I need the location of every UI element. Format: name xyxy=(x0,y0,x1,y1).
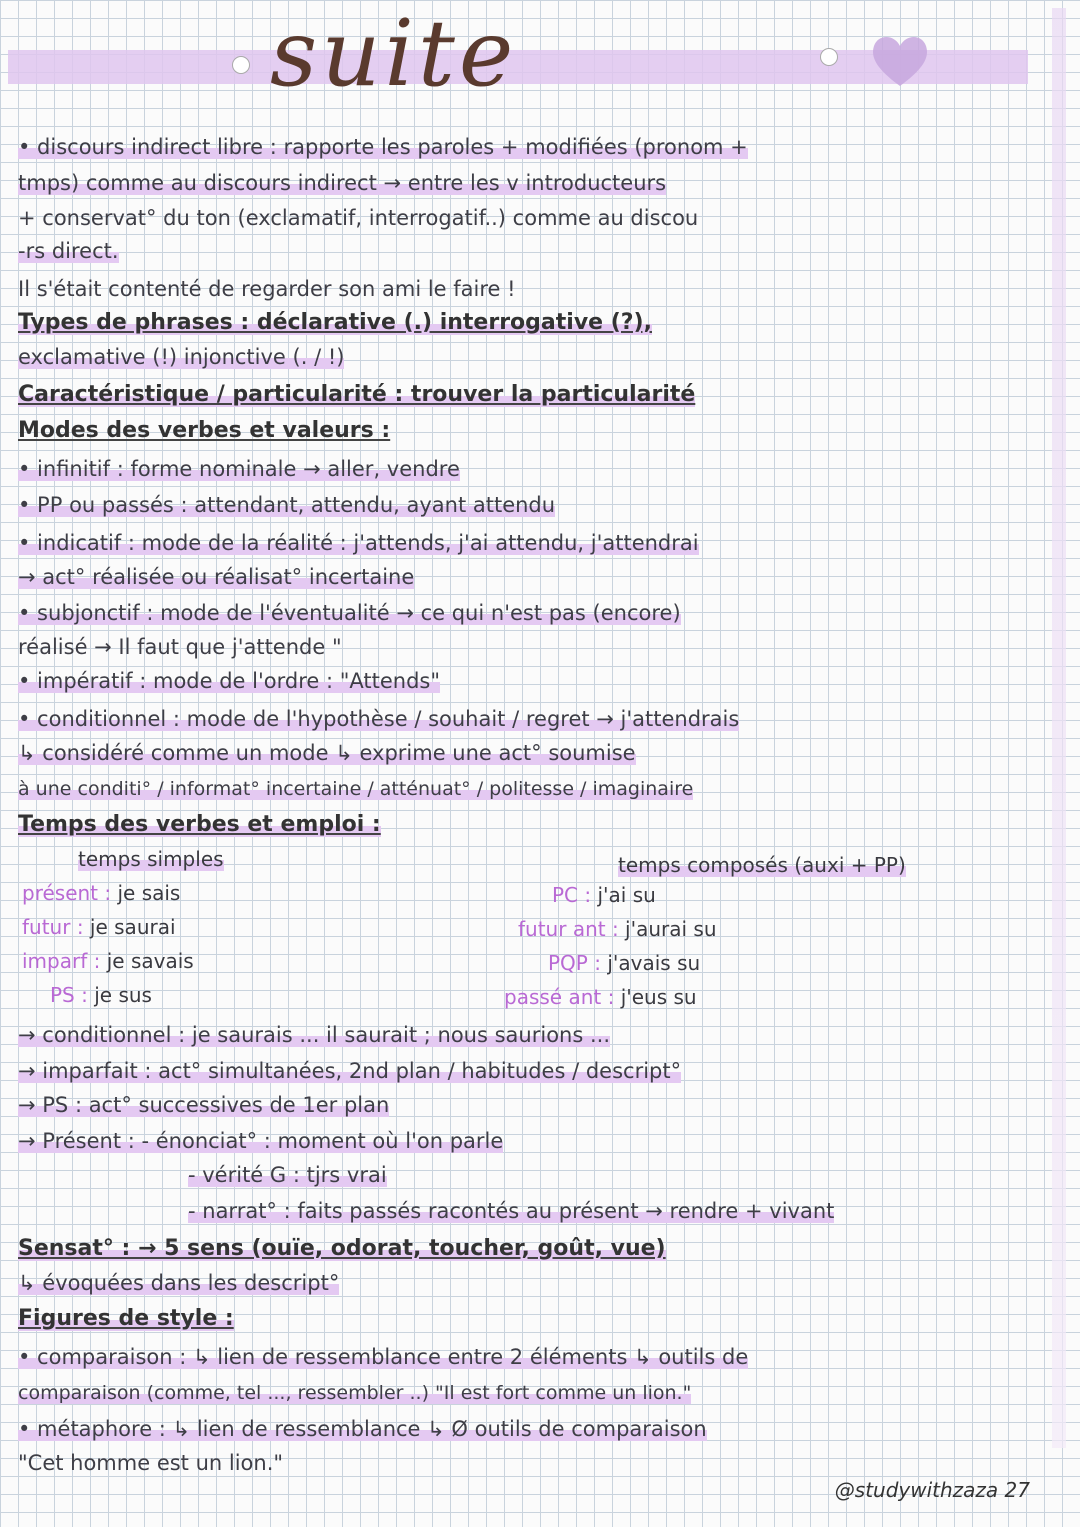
binder-hole-right xyxy=(820,48,838,66)
note-line: - vérité G : tjrs vrai xyxy=(188,1163,387,1187)
note-line: • impératif : mode de l'ordre : "Attends" xyxy=(18,669,440,693)
temps-heading: Temps des verbes et emploi : xyxy=(18,812,381,837)
note-line: comparaison (comme, tel ..., ressembler ..) "Il est fort comme un lion." xyxy=(18,1382,692,1404)
note-line: → act° réalisée ou réalisat° incertaine xyxy=(18,565,415,589)
signature: @studywithzaza 27 xyxy=(834,1478,1030,1502)
note-line: + conservat° du ton (exclamatif, interrogatif..) comme au discou xyxy=(18,206,699,230)
note-line: → Présent : - énonciat° : moment où l'on parle xyxy=(18,1129,504,1153)
note-line: à une conditi° / informat° incertaine / atténuat° / politesse / imaginaire xyxy=(18,778,694,800)
tense-row: futur : je saurai xyxy=(22,915,176,939)
figures-heading: Figures de style : xyxy=(18,1306,234,1331)
binder-hole-left xyxy=(232,56,250,74)
caracteristique-heading: Caractéristique / particularité : trouver la particularité xyxy=(18,382,696,407)
note-line: exclamative (!) injonctive (. / !) xyxy=(18,345,345,369)
note-line: • conditionnel : mode de l'hypothèse / souhait / regret → j'attendrais xyxy=(18,707,740,731)
compound-tenses-header: temps composés (auxi + PP) xyxy=(618,853,906,877)
note-line: • PP ou passés : attendant, attendu, ayant attendu xyxy=(18,493,556,517)
types-phrases-heading: Types de phrases : déclarative (.) interrogative (?), xyxy=(18,310,652,335)
note-line: -rs direct. xyxy=(18,239,119,263)
note-line: tmps) comme au discours indirect → entre les v introducteurs xyxy=(18,171,667,195)
page-edge-highlight xyxy=(1052,8,1066,1448)
note-line: • discours indirect libre : rapporte les paroles + modifiées (pronom + xyxy=(18,135,748,159)
tense-row: PQP : j'avais su xyxy=(548,951,701,975)
page-title: suite xyxy=(270,0,518,107)
note-line: • métaphore : ↳ lien de ressemblance ↳ Ø outils de comparaison xyxy=(18,1417,707,1441)
tense-row: présent : je sais xyxy=(22,881,181,905)
modes-heading: Modes des verbes et valeurs : xyxy=(18,418,391,443)
note-line: • infinitif : forme nominale → aller, vendre xyxy=(18,457,460,481)
note-line: • comparaison : ↳ lien de ressemblance entre 2 éléments ↳ outils de xyxy=(18,1345,749,1369)
note-line: Il s'était contenté de regarder son ami le faire ! xyxy=(18,277,516,301)
note-line: → conditionnel : je saurais ... il saurait ; nous saurions ... xyxy=(18,1023,610,1047)
note-line: → imparfait : act° simultanées, 2nd plan / habitudes / descript° xyxy=(18,1059,682,1083)
note-line: réalisé → Il faut que j'attende " xyxy=(18,635,342,659)
note-line: ↳ évoquées dans les descript° xyxy=(18,1271,340,1295)
note-line: → PS : act° successives de 1er plan xyxy=(18,1093,390,1117)
heart-icon xyxy=(868,30,932,90)
tense-row: imparf : je savais xyxy=(22,949,194,973)
tense-row: PS : je sus xyxy=(50,983,152,1007)
note-line: • subjonctif : mode de l'éventualité → ce qui n'est pas (encore) xyxy=(18,601,681,625)
tense-row: passé ant : j'eus su xyxy=(504,985,697,1009)
note-line: "Cet homme est un lion." xyxy=(18,1451,284,1475)
note-line: ↳ considéré comme un mode ↳ exprime une act° soumise xyxy=(18,741,636,765)
tense-row: futur ant : j'aurai su xyxy=(518,917,717,941)
note-line: • indicatif : mode de la réalité : j'attends, j'ai attendu, j'attendrai xyxy=(18,531,699,555)
tense-row: PC : j'ai su xyxy=(552,883,656,907)
simple-tenses-header: temps simples xyxy=(78,847,224,871)
sensations-heading: Sensat° : → 5 sens (ouïe, odorat, toucher, goût, vue) xyxy=(18,1236,666,1261)
note-line: - narrat° : faits passés racontés au présent → rendre + vivant xyxy=(188,1199,835,1223)
